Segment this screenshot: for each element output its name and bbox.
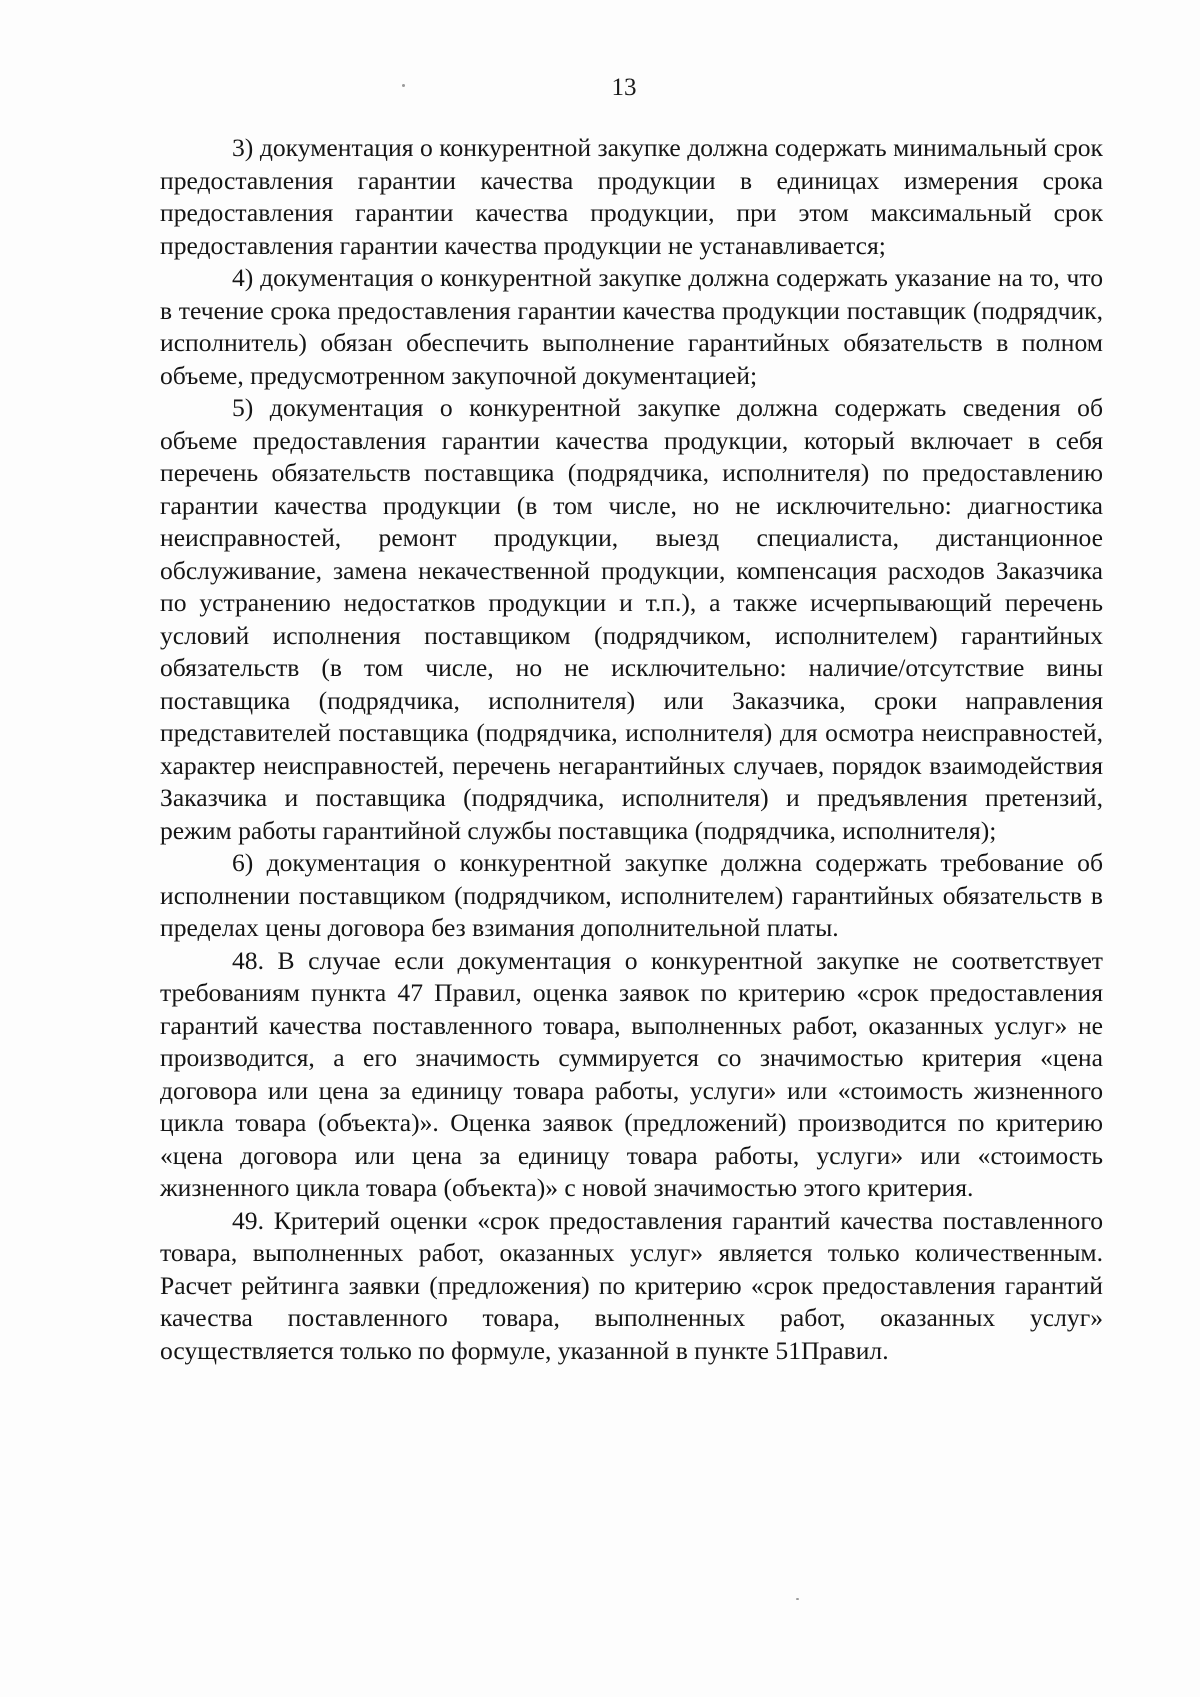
paragraph-clause-49: 49. Критерий оценки «срок предоставления гарантий качества поставленного товара, выполненных работ, оказанных услуг» является только количественным. Расчет рейтинга заявки (предложения) по критерию «срок предоставления гарантий качества поставленного товара, выполненных работ, оказанных услуг» осуществляется только по формуле, указанной в пункте 51Правил. [160,1205,1103,1365]
paragraph-item-6: 6) документация о конкурентной закупке должна содержать требование об исполнении поставщиком (подрядчиком, исполнителем) гарантийных обязательств в пределах цены договора без взимания дополнительной платы. [160,848,1103,942]
document-body [160,132,1103,1367]
paragraph-item-3: 3) документация о конкурентной закупке должна содержать минимальный срок предоставления гарантии качества продукции в единицах измерения срока предоставления гарантии качества продукции, при этом максимальный срок предоставления гарантии качества продукции не устанавливается; [160,133,1103,260]
paragraph-item-5: 5) документация о конкурентной закупке должна содержать сведения об объеме предоставления гарантии качества продукции, который включает в себя перечень обязательств поставщика (подрядчика, исполнителя) по предоставлению гарантии качества продукции (в том числе, но не исключительно: диагностика неисправностей, ремонт продукции, выезд специалиста, дистанционное обслуживание, замена некачественной продукции, компенсация расходов Заказчика по устранению недостатков продукции и т.п.), а также исчерпывающий перечень условий исполнения поставщиком (подрядчиком, исполнителем) гарантийных обязательств (в том числе, но не исключительно: наличие/отсутствие вины поставщика (подрядчика, исполнителя) или Заказчика, сроки направления представителей поставщика (подрядчика, исполнителя) для осмотра неисправностей, характер неисправностей, перечень негарантийных случаев, порядок взаимодействия Заказчика и поставщика (подрядчика, исполнителя) и предъявления претензий, режим работы гарантийной службы поставщика (подрядчика, исполнителя); [160,393,1103,845]
page-number: 13 [611,74,637,101]
paragraph-clause-48: 48. В случае если документация о конкурентной закупке не соответствует требованиям пункта 47 Правил, оценка заявок по критерию «срок предоставления гарантий качества поставленного товара, выполненных работ, оказанных услуг» не производится, а его значимость суммируется со значимостью критерия «цена договора или цена за единицу товара работы, услуги» или «стоимость жизненного цикла товара (объекта)». Оценка заявок (предложений) производится по критерию «цена договора или цена за единицу товара работы, услуги» или «стоимость жизненного цикла товара (объекта)» с новой значимостью этого критерия. [160,945,1103,1202]
paragraph-item-4: 4) документация о конкурентной закупке должна содержать указание на то, что в течение срока предоставления гарантии качества продукции поставщик (подрядчик, исполнитель) обязан обеспечить выполнение гарантийных обязательств в полном объеме, предусмотренном закупочной документацией; [160,263,1103,390]
scan-speck [796,1598,799,1600]
